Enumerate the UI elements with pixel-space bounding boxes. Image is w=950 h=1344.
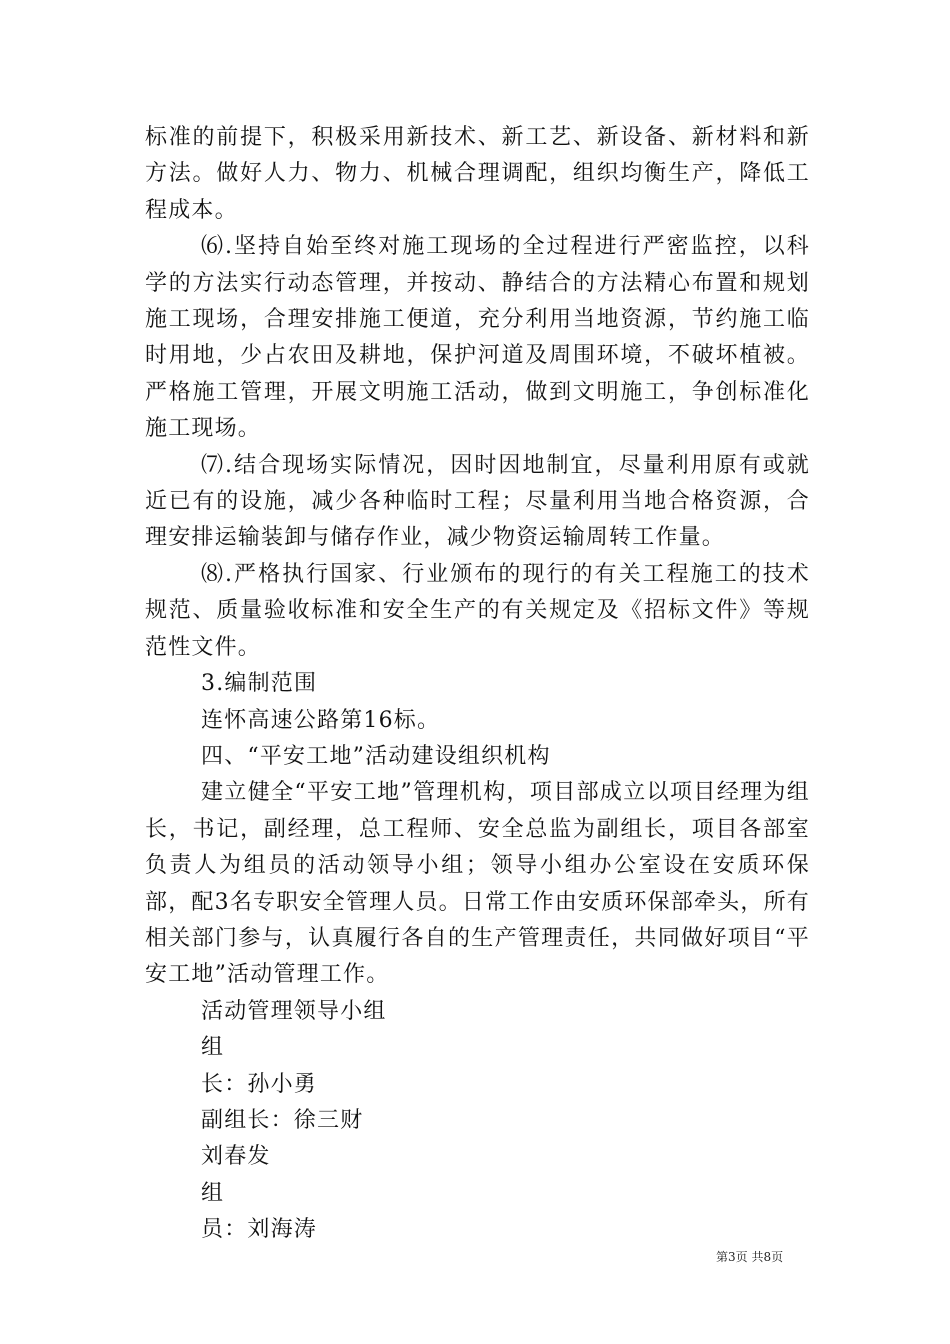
paragraph-item-7: ⑺.结合现场实际情况，因时因地制宜，尽量利用原有或就近已有的设施，减少各种临时工程；尽量利用当地合格资源，合理安排运输装卸与储存作业，减少物资运输周转工作量。 xyxy=(145,452,810,551)
paragraph-item-8: ⑻.严格执行国家、行业颁布的现行的有关工程施工的技术规范、质量验收标准和安全生产的有关规定及《招标文件》等规范性文件。 xyxy=(145,561,810,660)
section-heading-organization: 四、“平安工地”活动建设组织机构 xyxy=(201,743,551,769)
section-heading-scope: 3.编制范围 xyxy=(201,671,318,697)
paragraph-methods-end: 标准的前提下，积极采用新技术、新工艺、新设备、新材料和新方法。做好人力、物力、机械合理调配，组织均衡生产，降低工程成本。 xyxy=(145,125,810,223)
group-title: 活动管理领导小组 xyxy=(201,998,387,1024)
document-body xyxy=(145,120,810,1249)
deputy-leader-second: 刘春发 xyxy=(201,1144,271,1170)
member-label-part1: 组 xyxy=(201,1180,225,1206)
paragraph-organization: 建立健全“平安工地”管理机构，项目部成立以项目经理为组长，书记，副经理，总工程师、安全总监为副组长，项目各部室负责人为组员的活动领导小组；领导小组办公室设在安质环保部，配3名专职安全管理人员。日常工作由安质环保部牵头，所有相关部门参与，认真履行各自的生产管理责任，共同做好项目“平安工地”活动管理工作。 xyxy=(145,780,810,988)
member-entry: 员：刘海涛 xyxy=(201,1217,318,1243)
paragraph-scope: 连怀高速公路第16标。 xyxy=(201,707,441,733)
page-number: 第3页 共8页 xyxy=(716,1250,784,1264)
deputy-leader-entry: 副组长：徐三财 xyxy=(201,1107,364,1133)
paragraph-item-6: ⑹.坚持自始至终对施工现场的全过程进行严密监控，以科学的方法实行动态管理，并按动、静结合的方法精心布置和规划施工现场，合理安排施工便道，充分利用当地资源，节约施工临时用地，少占农田及耕地，保护河道及周围环境，不破坏植被。严格施工管理，开展文明施工活动，做到文明施工，争创标准化施工现场。 xyxy=(145,234,810,442)
leader-label-part1: 组 xyxy=(201,1035,225,1061)
leader-entry: 长：孙小勇 xyxy=(201,1071,318,1097)
